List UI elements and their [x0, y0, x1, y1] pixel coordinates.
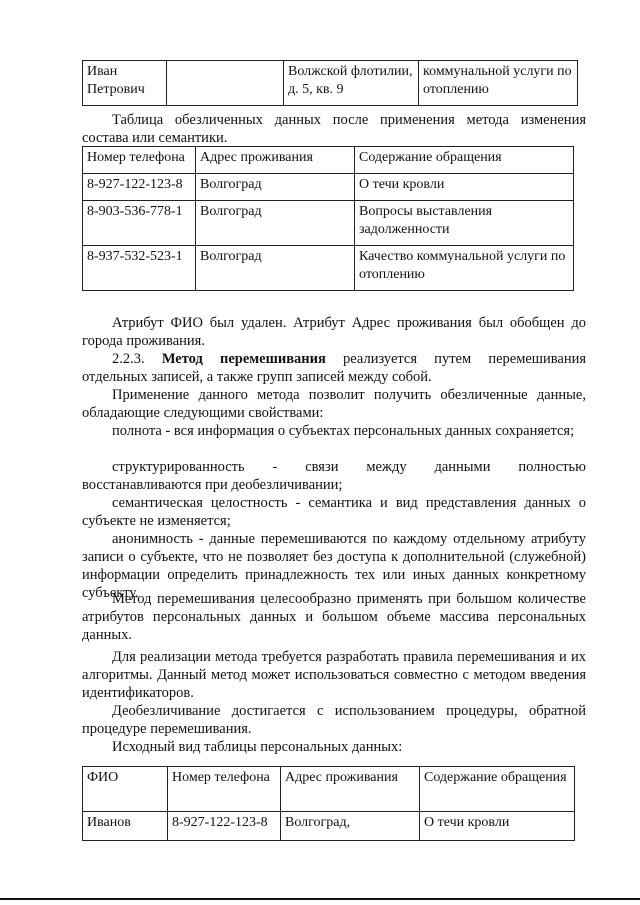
section-text: реализуется путем перемешивания отдельных записей, а также групп записей между собой. — [82, 351, 587, 385]
page-bottom-rule — [0, 898, 640, 900]
table-cell: 8-937-532-523-1 — [83, 246, 196, 291]
source-table — [82, 766, 575, 841]
section-paragraph-2-2-3 — [82, 350, 586, 386]
table-header-cell: Содержание обращения — [420, 767, 575, 812]
paragraph: структурированность - связи между данными полностью восстанавливаются при деобезличивании; — [82, 459, 586, 493]
table-row — [83, 61, 578, 106]
section-title: Метод перемешивания — [161, 351, 326, 367]
table-cell: 8-927-122-123-8 — [168, 812, 281, 841]
paragraph: Для реализации метода требуется разработать правила перемешивания и их алгоритмы. Данный метод может использоваться совместно с методом введения идентификаторов. — [82, 649, 586, 701]
section-number: 2.2.3. — [112, 351, 145, 367]
table-cell: Вопросы выставления задолженности — [355, 201, 574, 246]
table-header-cell: ФИО — [83, 767, 168, 812]
paragraph: полнота - вся информация о субъектах персональных данных сохраняется; — [112, 423, 575, 439]
table-row — [83, 174, 574, 201]
paragraph: Деобезличивание достигается с использованием процедуры, обратной процедуре перемешивания. — [82, 703, 586, 737]
table-row — [83, 201, 574, 246]
table-cell: Волгоград, — [281, 812, 420, 841]
table-cell: О течи кровли — [420, 812, 575, 841]
table-cell: О течи кровли — [355, 174, 574, 201]
table-header-cell: Адрес проживания — [196, 147, 355, 174]
table-cell: коммунальной услуги по отоплению — [419, 61, 578, 106]
caption-1: Таблица обезличенных данных после применения метода изменения состава или семантики. — [82, 112, 586, 146]
table-row — [83, 246, 574, 291]
table-cell: Иванов — [83, 812, 168, 841]
paragraph: Исходный вид таблицы персональных данных: — [112, 739, 403, 755]
table-cell: Иван Петрович — [83, 61, 167, 106]
paragraph: Применение данного метода позволит получить обезличенные данные, обладающие следующими свойствами: — [82, 387, 586, 421]
table-cell — [167, 61, 284, 106]
table-cell: Волгоград — [196, 174, 355, 201]
paragraph: семантическая целостность - семантика и вид представления данных о субъекте не изменяется; — [82, 495, 586, 529]
table-header-cell: Адрес проживания — [281, 767, 420, 812]
table-cell: 8-903-536-778-1 — [83, 201, 196, 246]
table-header-cell: Номер телефона — [83, 147, 196, 174]
paragraph: Метод перемешивания целесообразно применять при большом количестве атрибутов персональных данных и большом объеме массива персональных данных. — [82, 591, 586, 643]
table-header-cell: Номер телефона — [168, 767, 281, 812]
table-cell: Волжской флотилии, д. 5, кв. 9 — [284, 61, 419, 106]
table-header-row — [83, 147, 574, 174]
top-table — [82, 60, 578, 106]
table-cell: Волгоград — [196, 201, 355, 246]
paragraph: Атрибут ФИО был удален. Атрибут Адрес проживания был обобщен до города проживания. — [82, 315, 586, 349]
table-row — [83, 812, 575, 841]
table-cell: 8-927-122-123-8 — [83, 174, 196, 201]
table-cell: Качество коммунальной услуги по отоплению — [355, 246, 574, 291]
table-header-row — [83, 767, 575, 812]
table-cell: Волгоград — [196, 246, 355, 291]
table-header-cell: Содержание обращения — [355, 147, 574, 174]
anonymized-table — [82, 146, 574, 291]
paragraph: анонимность - данные перемешиваются по каждому отдельному атрибуту записи о субъекте, что не позволяет без доступа к дополнительной (служебной) информации определить принадлежность тех или иных данных конкретному субъекту. — [82, 531, 586, 601]
